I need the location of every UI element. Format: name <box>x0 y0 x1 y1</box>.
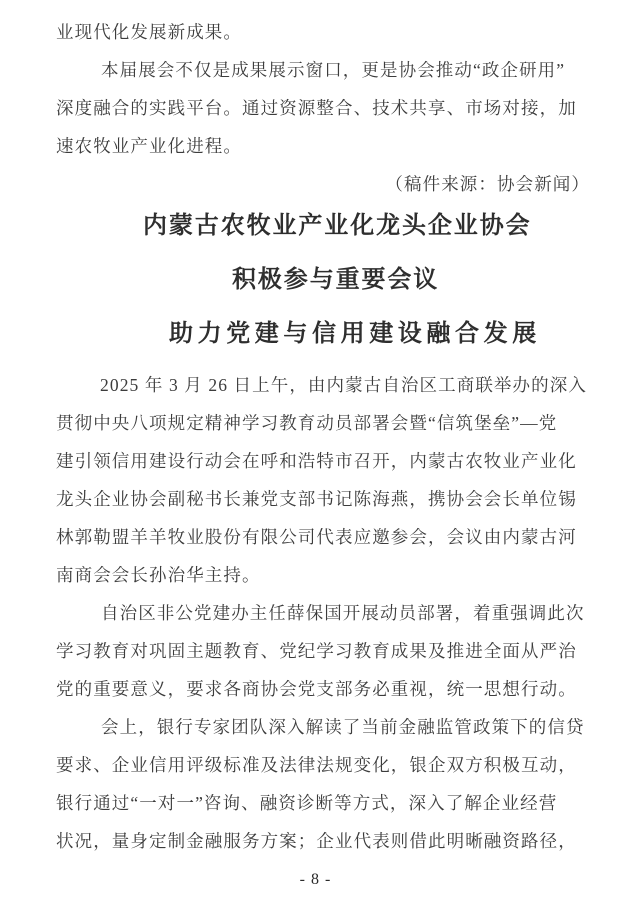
body-line: 本届展会不仅是成果展示窗口，更是协会推动“政企研用” <box>101 60 566 80</box>
body-line: 学习教育对巩固主题教育、党纪学习教育成果及推进全面从严治 <box>56 641 577 661</box>
body-line: 南商会会长孙治华主持。 <box>56 565 261 585</box>
body-line: 龙头企业协会副秘书长兼党支部书记陈海燕，携协会会长单位锡 <box>56 489 577 509</box>
body-line: 状况，量身定制金融服务方案；企业代表则借此明晰融资路径， <box>56 831 577 851</box>
body-line: 2025 年 3 月 26 日上午，由内蒙古自治区工商联举办的深入 <box>100 375 587 395</box>
source-note: （稿件来源：协会新闻） <box>385 174 590 194</box>
body-line: 银行通过“一对一”咨询、融资诊断等方式，深入了解企业经营 <box>56 793 558 813</box>
article-title-line: 内蒙古农牧业产业化龙头企业协会 <box>143 212 532 239</box>
body-line: 党的重要意义，要求各商协会党支部务必重视，统一思想行动。 <box>56 679 577 699</box>
body-line: 会上，银行专家团队深入解读了当前金融监管政策下的信贷 <box>101 717 585 737</box>
body-line: 速农牧业产业化进程。 <box>56 136 242 156</box>
body-line: 建引领信用建设行动会在呼和浩特市召开，内蒙古农牧业产业化 <box>56 451 577 471</box>
body-line: 深度融合的实践平台。通过资源整合、技术共享、市场对接，加 <box>56 98 577 118</box>
article-title-line: 积极参与重要会议 <box>232 266 440 293</box>
body-line: 自治区非公党建办主任薛保国开展动员部署，着重强调此次 <box>101 603 585 623</box>
body-line: 林郭勒盟羊羊牧业股份有限公司代表应邀参会，会议由内蒙古河 <box>56 527 577 547</box>
body-line: 要求、企业信用评级标准及法律法规变化，银企双方积极互动， <box>56 755 577 775</box>
body-line: 业现代化发展新成果。 <box>56 22 242 42</box>
article-title-line: 助力党建与信用建设融合发展 <box>169 320 541 347</box>
page-number: - 8 - <box>299 871 332 888</box>
body-line: 贯彻中央八项规定精神学习教育动员部署会暨“信筑堡垒”—党 <box>56 413 558 433</box>
